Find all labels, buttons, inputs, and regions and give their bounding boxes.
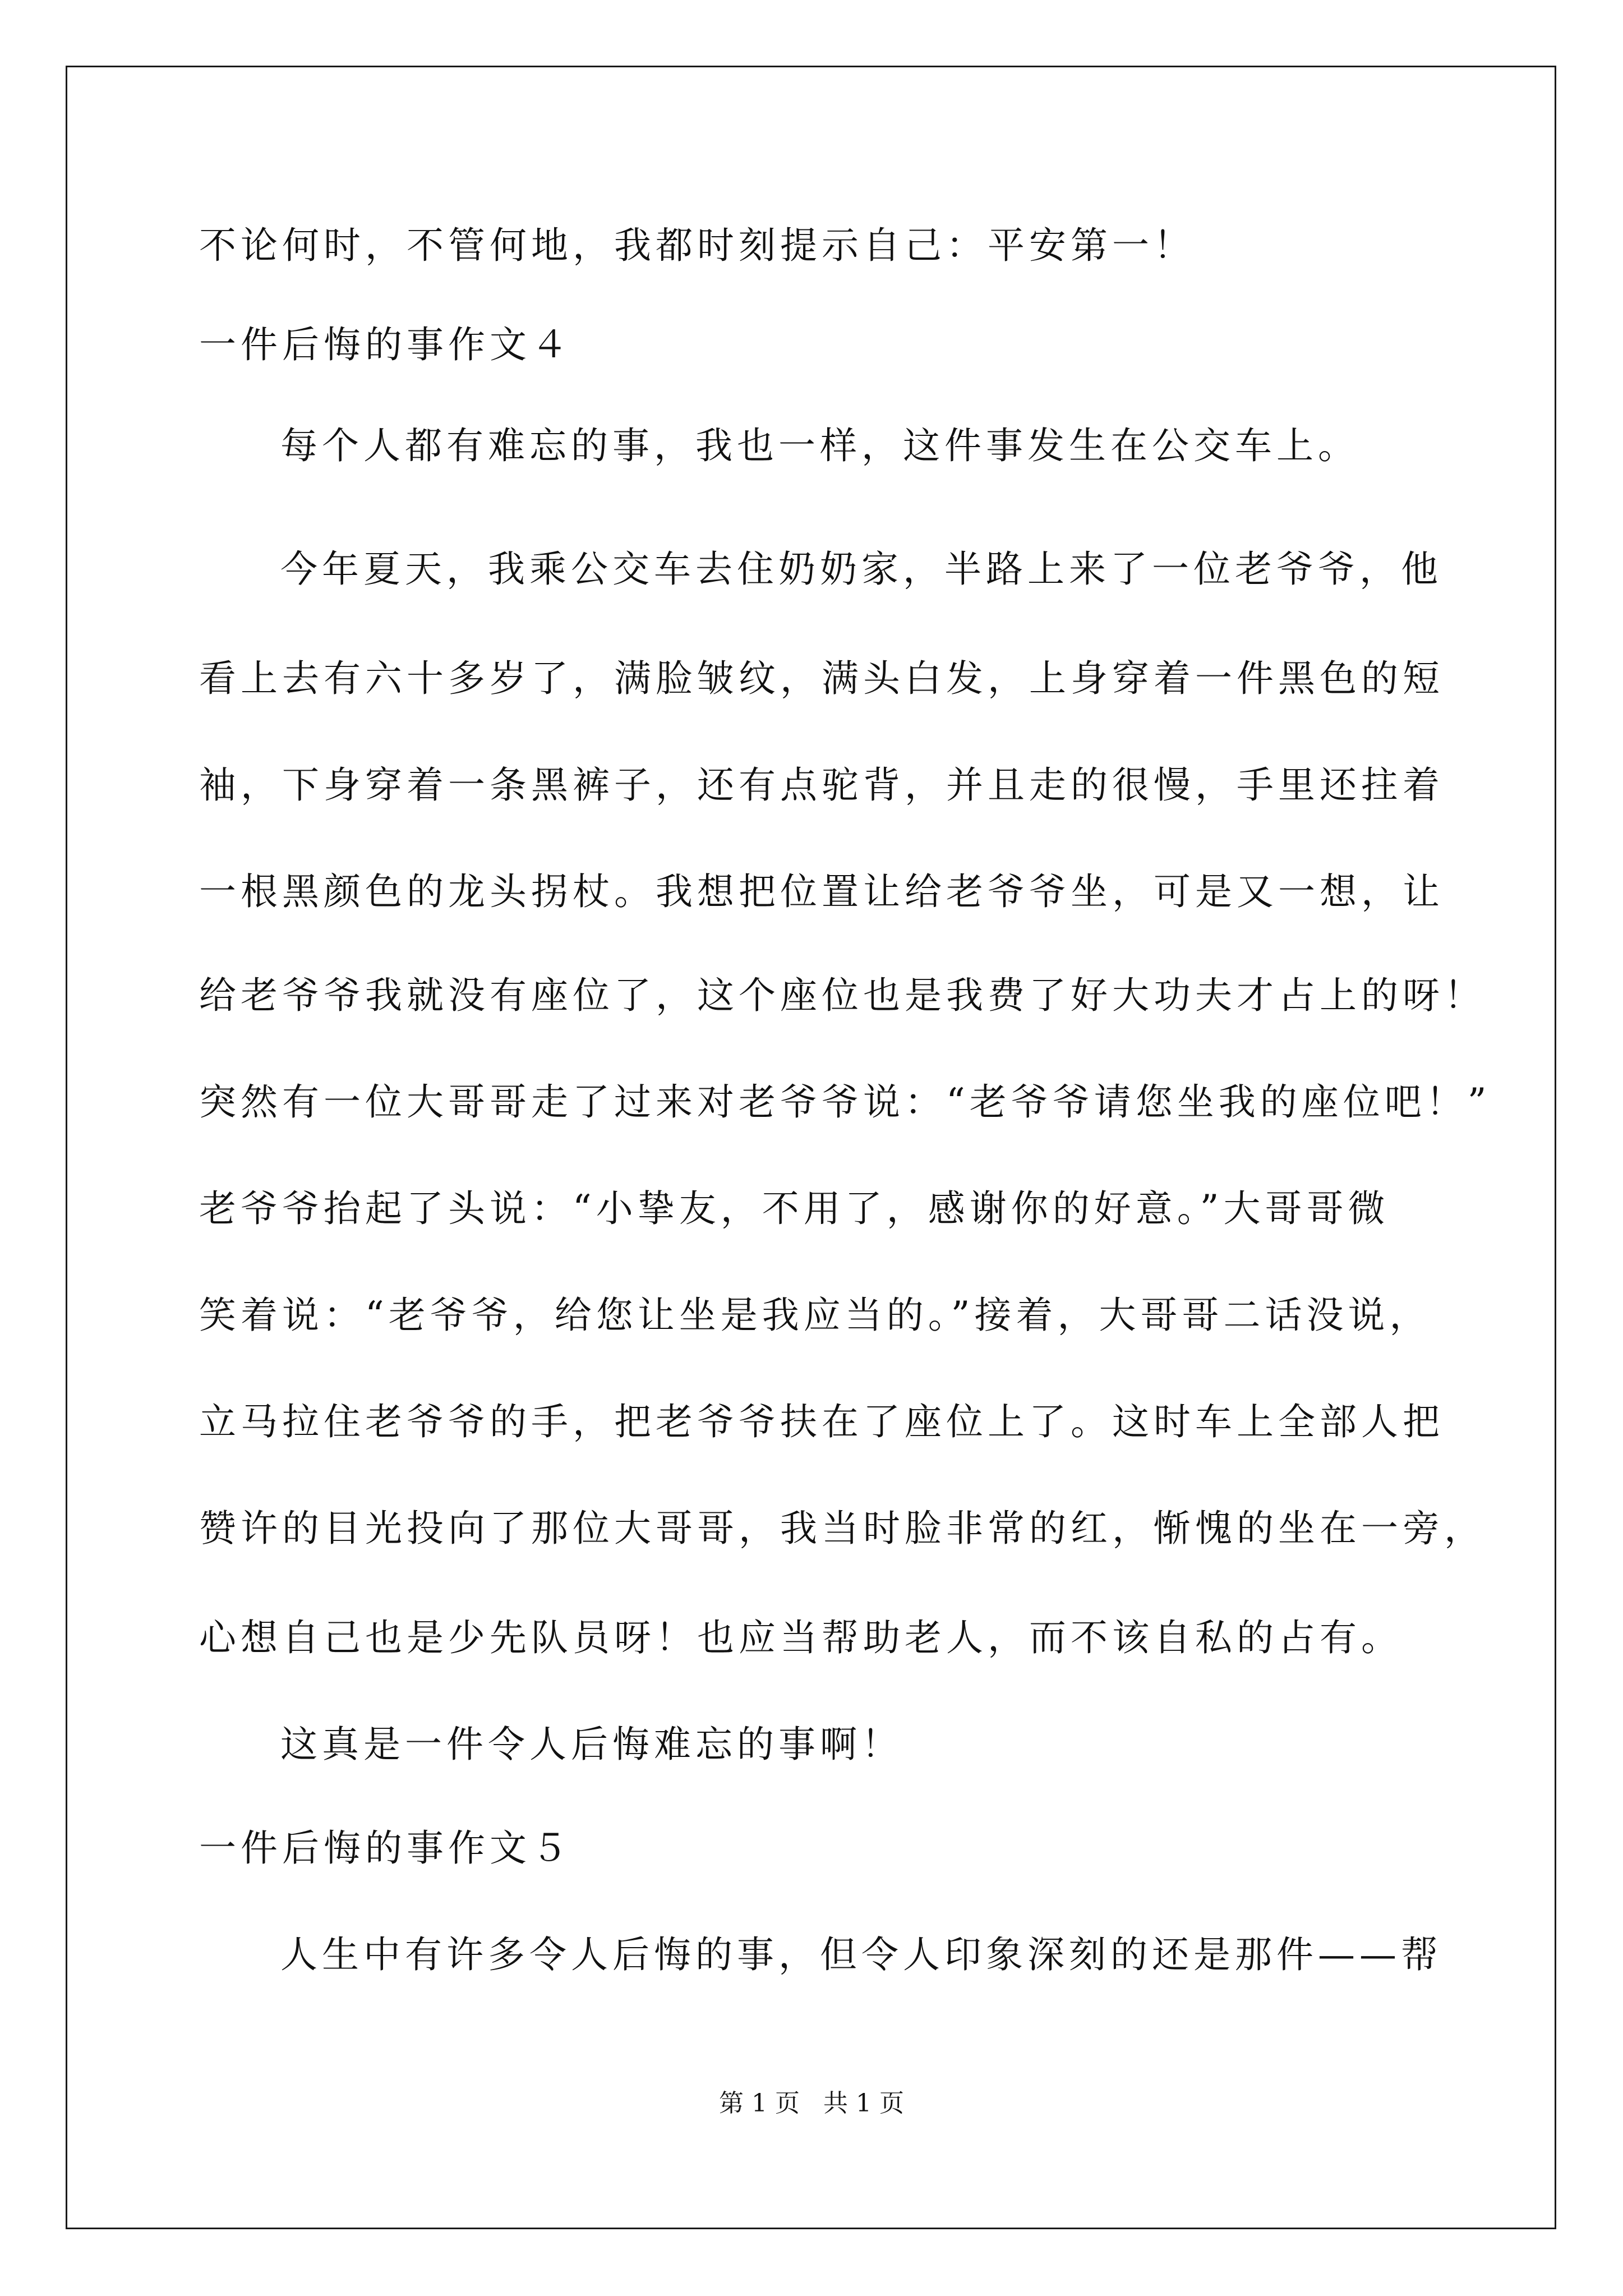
page-border	[66, 66, 1556, 2229]
paragraph-line: 不论何时，不管何地，我都时刻提示自己：平安第一！	[199, 224, 1195, 267]
paragraph-line: 这真是一件令人后悔难忘的事啊！	[280, 1723, 903, 1766]
section-heading: 一件后悔的事作文５	[199, 1826, 573, 1870]
section-heading: 一件后悔的事作文４	[199, 323, 573, 366]
paragraph-line: 袖，下身穿着一条黑裤子，还有点驼背，并且走的很慢，手里还拄着	[199, 763, 1444, 807]
paragraph-line: 突然有一位大哥哥走了过来对老爷爷说：“老爷爷请您坐我的座位吧！”	[199, 1080, 1491, 1124]
paragraph-line: 每个人都有难忘的事，我也一样，这件事发生在公交车上。	[280, 424, 1359, 467]
paragraph-line: 人生中有许多令人后悔的事，但令人印象深刻的还是那件——帮	[280, 1933, 1442, 1976]
paragraph-line: 给老爷爷我就没有座位了，这个座位也是我费了好大功夫才占上的呀！	[199, 974, 1486, 1017]
paragraph-line: 看上去有六十多岁了，满脸皱纹，满头白发，上身穿着一件黑色的短	[199, 657, 1444, 700]
paragraph-line: 心想自己也是少先队员呀！也应当帮助老人，而不该自私的占有。	[199, 1616, 1403, 1659]
paragraph-line: 老爷爷抬起了头说：“小挚友，不用了，感谢你的好意。”大哥哥微	[199, 1187, 1390, 1230]
paragraph-line: 立马拉住老爷爷的手，把老爷爷扶在了座位上了。这时车上全部人把	[199, 1400, 1444, 1443]
page-footer: 第 1 页 共 1 页	[719, 2089, 904, 2118]
paragraph-line: 一根黑颜色的龙头拐杖。我想把位置让给老爷爷坐，可是又一想，让	[199, 870, 1444, 913]
paragraph-line: 笑着说：“老爷爷，给您让坐是我应当的。”接着，大哥哥二话没说，	[199, 1294, 1431, 1337]
paragraph-line: 赞许的目光投向了那位大哥哥，我当时脸非常的红，惭愧的坐在一旁，	[199, 1507, 1486, 1550]
paragraph-line: 今年夏天，我乘公交车去住奶奶家，半路上来了一位老爷爷，他	[280, 547, 1442, 591]
